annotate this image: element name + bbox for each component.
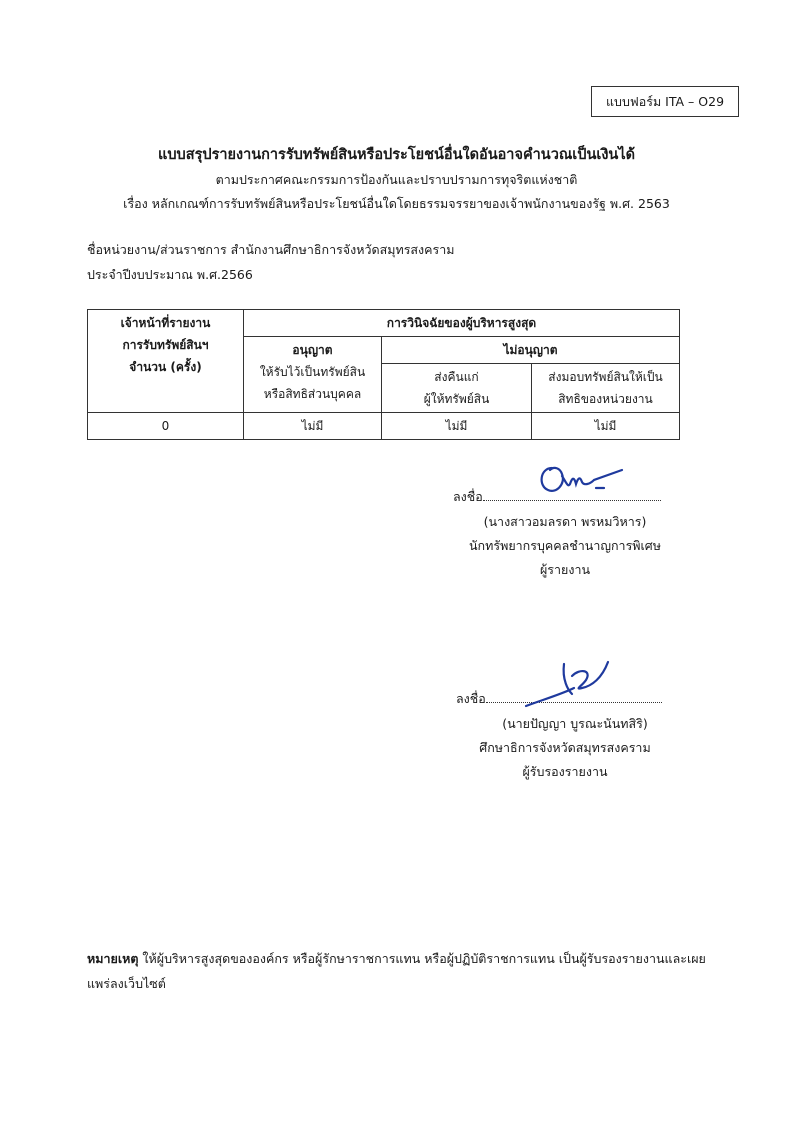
deny-return-header: [382, 364, 532, 413]
deny-return-line-2: ผู้ให้ทรัพย์สิน: [423, 392, 490, 406]
allow-header-cell: [244, 337, 382, 413]
cell-transfer: ไม่มี: [532, 413, 680, 440]
table-header-row: [88, 310, 680, 337]
note-label: หมายเหตุ: [87, 951, 139, 966]
allow-sub-line-1: ให้รับไว้เป็นทรัพย์สิน: [259, 365, 366, 379]
cell-allow: ไม่มี: [244, 413, 382, 440]
report-table: [87, 309, 680, 440]
note: [87, 946, 707, 996]
signature-1-label: ลงชื่อ: [453, 489, 483, 504]
reporter-header-line-1: เจ้าหน้าที่รายงาน: [120, 316, 211, 330]
deny-return-line-1: ส่งคืนแก่: [434, 370, 479, 384]
signature-1-position: นักทรัพยากรบุคคลชำนาญการพิเศษ: [469, 538, 661, 553]
document-title: แบบสรุปรายงานการรับทรัพย์สินหรือประโยชน์อื่นใดอันอาจคำนวณเป็นเงินได้: [157, 147, 636, 163]
document-subtitle-2: เรื่อง หลักเกณฑ์การรับทรัพย์สินหรือประโยชน์อื่นใดโดยธรรมจรรยาของเจ้าพนักงานของรัฐ พ.ศ. 2563: [123, 196, 670, 211]
decision-header: การวินิจฉัยของผู้บริหารสูงสุด: [244, 310, 680, 337]
cell-count: 0: [88, 413, 244, 440]
reporter-count-header: [88, 310, 244, 413]
document-subtitle-1: ตามประกาศคณะกรรมการป้องกันและปราบปรามการทุจริตแห่งชาติ: [215, 172, 578, 187]
fiscal-year-line: ประจำปีงบประมาณ พ.ศ.2566: [87, 267, 253, 282]
agency-line: ชื่อหน่วยงาน/ส่วนราชการ สำนักงานศึกษาธิการจังหวัดสมุทรสงคราม: [87, 242, 455, 257]
deny-transfer-line-2: สิทธิของหน่วยงาน: [558, 392, 653, 406]
signature-1-role: ผู้รายงาน: [539, 562, 591, 577]
allow-header: อนุญาต: [292, 343, 333, 357]
signature-1-name: (นางสาวอมลรดา พรหมวิหาร): [483, 514, 647, 529]
signature-2-position: ศึกษาธิการจังหวัดสมุทรสงคราม: [479, 740, 651, 755]
allow-sub-line-2: หรือสิทธิส่วนบุคคล: [263, 387, 362, 401]
note-text: ให้ผู้บริหารสูงสุดขององค์กร หรือผู้รักษาราชการแทน หรือผู้ปฏิบัติราชการแทน เป็นผู้รับรองรายงานและเผยแพร่ลงเว็บไซต์: [87, 951, 706, 991]
deny-header: ไม่อนุญาต: [382, 337, 680, 364]
table-row: [88, 413, 680, 440]
reporter-header-line-2: การรับทรัพย์สินฯ: [122, 338, 209, 352]
cell-return: ไม่มี: [382, 413, 532, 440]
signature-2-role: ผู้รับรองรายงาน: [522, 764, 608, 779]
deny-transfer-header: [532, 364, 680, 413]
signature-2-name: (นายปัญญา บูรณะนันทสิริ): [502, 716, 648, 731]
signature-1-handwriting: [532, 454, 627, 500]
signature-2-label: ลงชื่อ: [456, 691, 486, 706]
reporter-header-line-3: จำนวน (ครั้ง): [129, 360, 202, 374]
signature-2-handwriting: [522, 650, 617, 710]
form-code-box: แบบฟอร์ม ITA – O29: [591, 86, 739, 117]
deny-transfer-line-1: ส่งมอบทรัพย์สินให้เป็น: [548, 370, 663, 384]
